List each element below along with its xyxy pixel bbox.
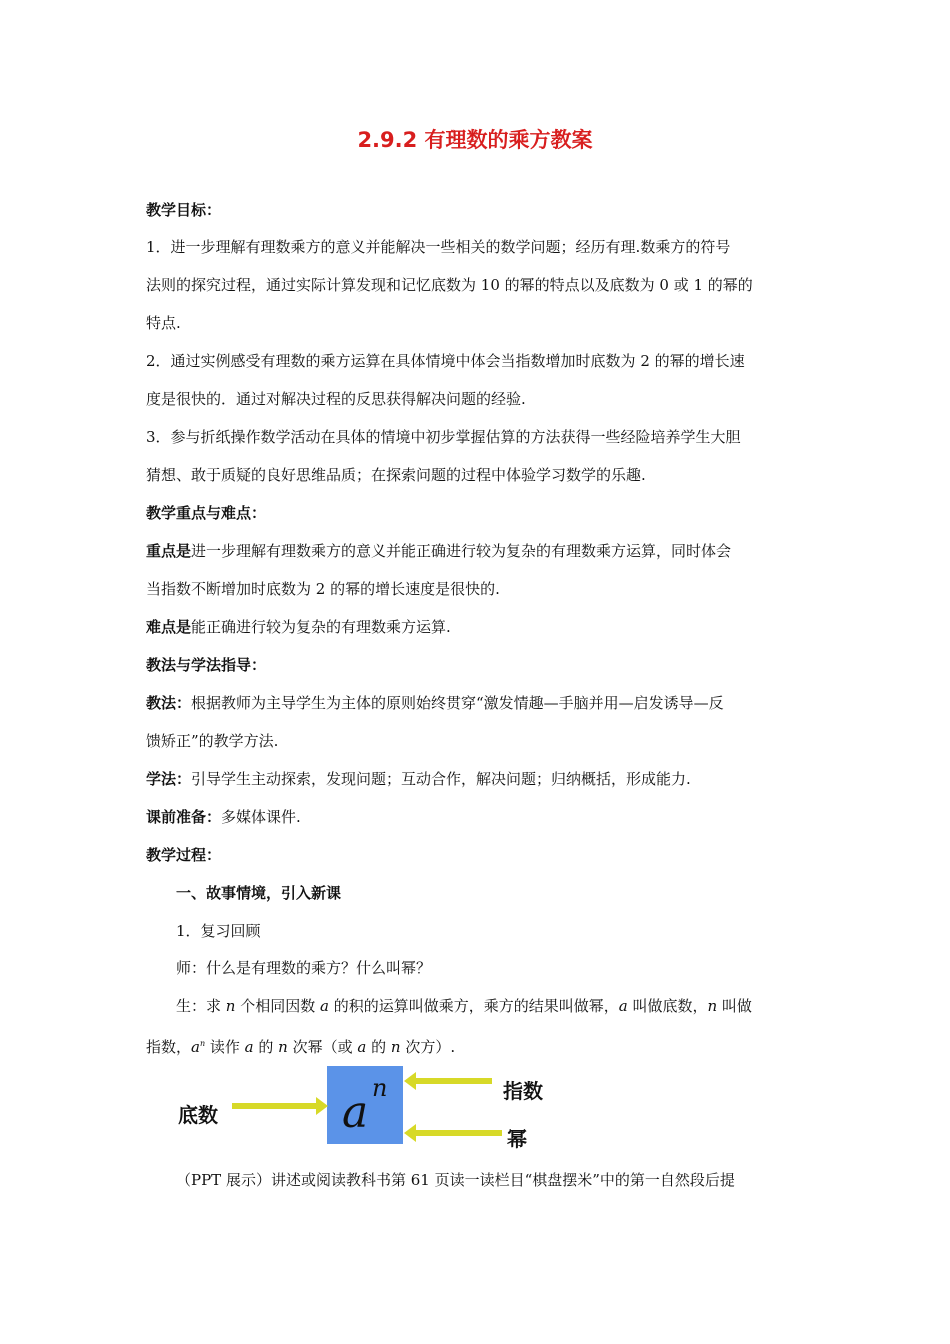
teaching-method-text: 根据教师为主导学生为主体的原则始终贯穿“激发情趣—手脑并用—启发诱导—反	[191, 694, 724, 712]
power-diagram-svg	[170, 1064, 560, 1154]
exponent-label: 指数	[503, 1079, 543, 1103]
exponent-arrow-head	[404, 1072, 416, 1090]
teaching-method-line	[146, 693, 724, 713]
objective-line: 法则的探究过程，通过实际计算发现和记忆底数为 10 的幂的特点以及底数为 0 或 1 的幂的	[146, 276, 753, 294]
text-segment: 次幂（或	[287, 1038, 358, 1056]
process-item: 1．复习回顾	[176, 922, 261, 940]
learning-method-line	[146, 769, 691, 789]
learning-method-label: 学法：	[146, 770, 192, 788]
text-segment: 生：求	[176, 997, 226, 1015]
power-diagram	[170, 1064, 560, 1154]
preparation-label: 课前准备：	[146, 808, 222, 826]
difficulty-line	[146, 617, 451, 637]
teaching-method-label: 教法：	[146, 694, 192, 712]
difficulty-text: 能正确进行较为复杂的有理数乘方运算.	[191, 618, 451, 636]
math-exponent: n	[199, 1039, 206, 1048]
preparation-line	[146, 807, 301, 827]
difficulty-label: 难点是	[146, 618, 192, 636]
preparation-text: 多媒体课件.	[221, 808, 301, 826]
process-heading: 教学过程：	[146, 846, 222, 864]
section-heading: 一、故事情境，引入新课	[176, 884, 342, 902]
key-label: 重点是	[146, 542, 192, 560]
text-segment: 的	[253, 1038, 279, 1056]
objective-line: 猜想、敢于质疑的良好思维品质；在探索问题的过程中体验学习数学的乐趣.	[146, 466, 646, 484]
text-segment: 的积的运算叫做乘方，乘方的结果叫做幂，	[328, 997, 619, 1015]
math-variable: a	[191, 1038, 200, 1056]
methods-heading: 教法与学法指导：	[146, 656, 267, 674]
text-segment: 指数，	[146, 1038, 192, 1056]
document-title: 2.9.2 有理数的乘方教案	[357, 128, 593, 152]
text-segment: 读作	[205, 1038, 245, 1056]
objective-line: 度是很快的．通过对解决过程的反思获得解决问题的经验.	[146, 390, 526, 408]
exponent-letter: n	[372, 1074, 388, 1102]
key-point-line: 当指数不断增加时底数为 2 的幂的增长速度是很快的.	[146, 580, 500, 598]
text-segment: 叫做	[717, 997, 752, 1015]
math-variable: n	[707, 997, 718, 1015]
math-variable: a	[618, 997, 628, 1015]
math-variable: n	[278, 1038, 288, 1056]
key-points-heading: 教学重点与难点：	[146, 504, 267, 522]
key-text: 进一步理解有理数乘方的意义并能正确进行较为复杂的有理数乘方运算，同时体会	[191, 542, 732, 560]
math-variable: a	[244, 1038, 254, 1056]
power-label: 幂	[507, 1127, 527, 1151]
math-variable: n	[225, 997, 236, 1015]
objectives-heading: 教学目标：	[146, 201, 222, 219]
teacher-question: 师：什么是有理数的乘方？什么叫幂？	[176, 959, 432, 977]
text-segment: 个相同因数	[235, 997, 320, 1015]
text-segment: 的	[366, 1038, 391, 1056]
student-answer-line	[146, 1034, 455, 1057]
math-variable: a	[357, 1038, 367, 1056]
objective-line: 1．进一步理解有理数乘方的意义并能解决一些相关的数学问题；经历有理.数乘方的符号	[146, 238, 731, 256]
objective-line: 2．通过实例感受有理数的乘方运算在具体情境中体会当指数增加时底数为 2 的幂的增长速	[146, 352, 745, 370]
teaching-method-line: 馈矫正”的教学方法.	[146, 732, 279, 750]
learning-method-text: 引导学生主动探索，发现问题；互动合作，解决问题；归纳概括，形成能力.	[191, 770, 691, 788]
text-segment: 次方）.	[400, 1038, 456, 1056]
base-arrow-head	[316, 1097, 328, 1115]
objective-line: 3．参与折纸操作数学活动在具体的情境中初步掌握估算的方法获得一些经险培养学生大胆	[146, 428, 741, 446]
base-label: 底数	[178, 1103, 218, 1127]
power-arrow-head	[404, 1124, 416, 1142]
objective-line: 特点.	[146, 314, 181, 332]
math-variable: a	[320, 997, 329, 1015]
key-point-line	[146, 541, 731, 561]
student-answer-line	[176, 996, 752, 1016]
ppt-line: （PPT 展示）讲述或阅读教科书第 61 页读一读栏目“棋盘摆米”中的第一自然段后提	[176, 1171, 735, 1189]
math-variable: n	[390, 1038, 401, 1056]
text-segment: 叫做底数，	[627, 997, 708, 1015]
base-letter: a	[342, 1087, 369, 1138]
